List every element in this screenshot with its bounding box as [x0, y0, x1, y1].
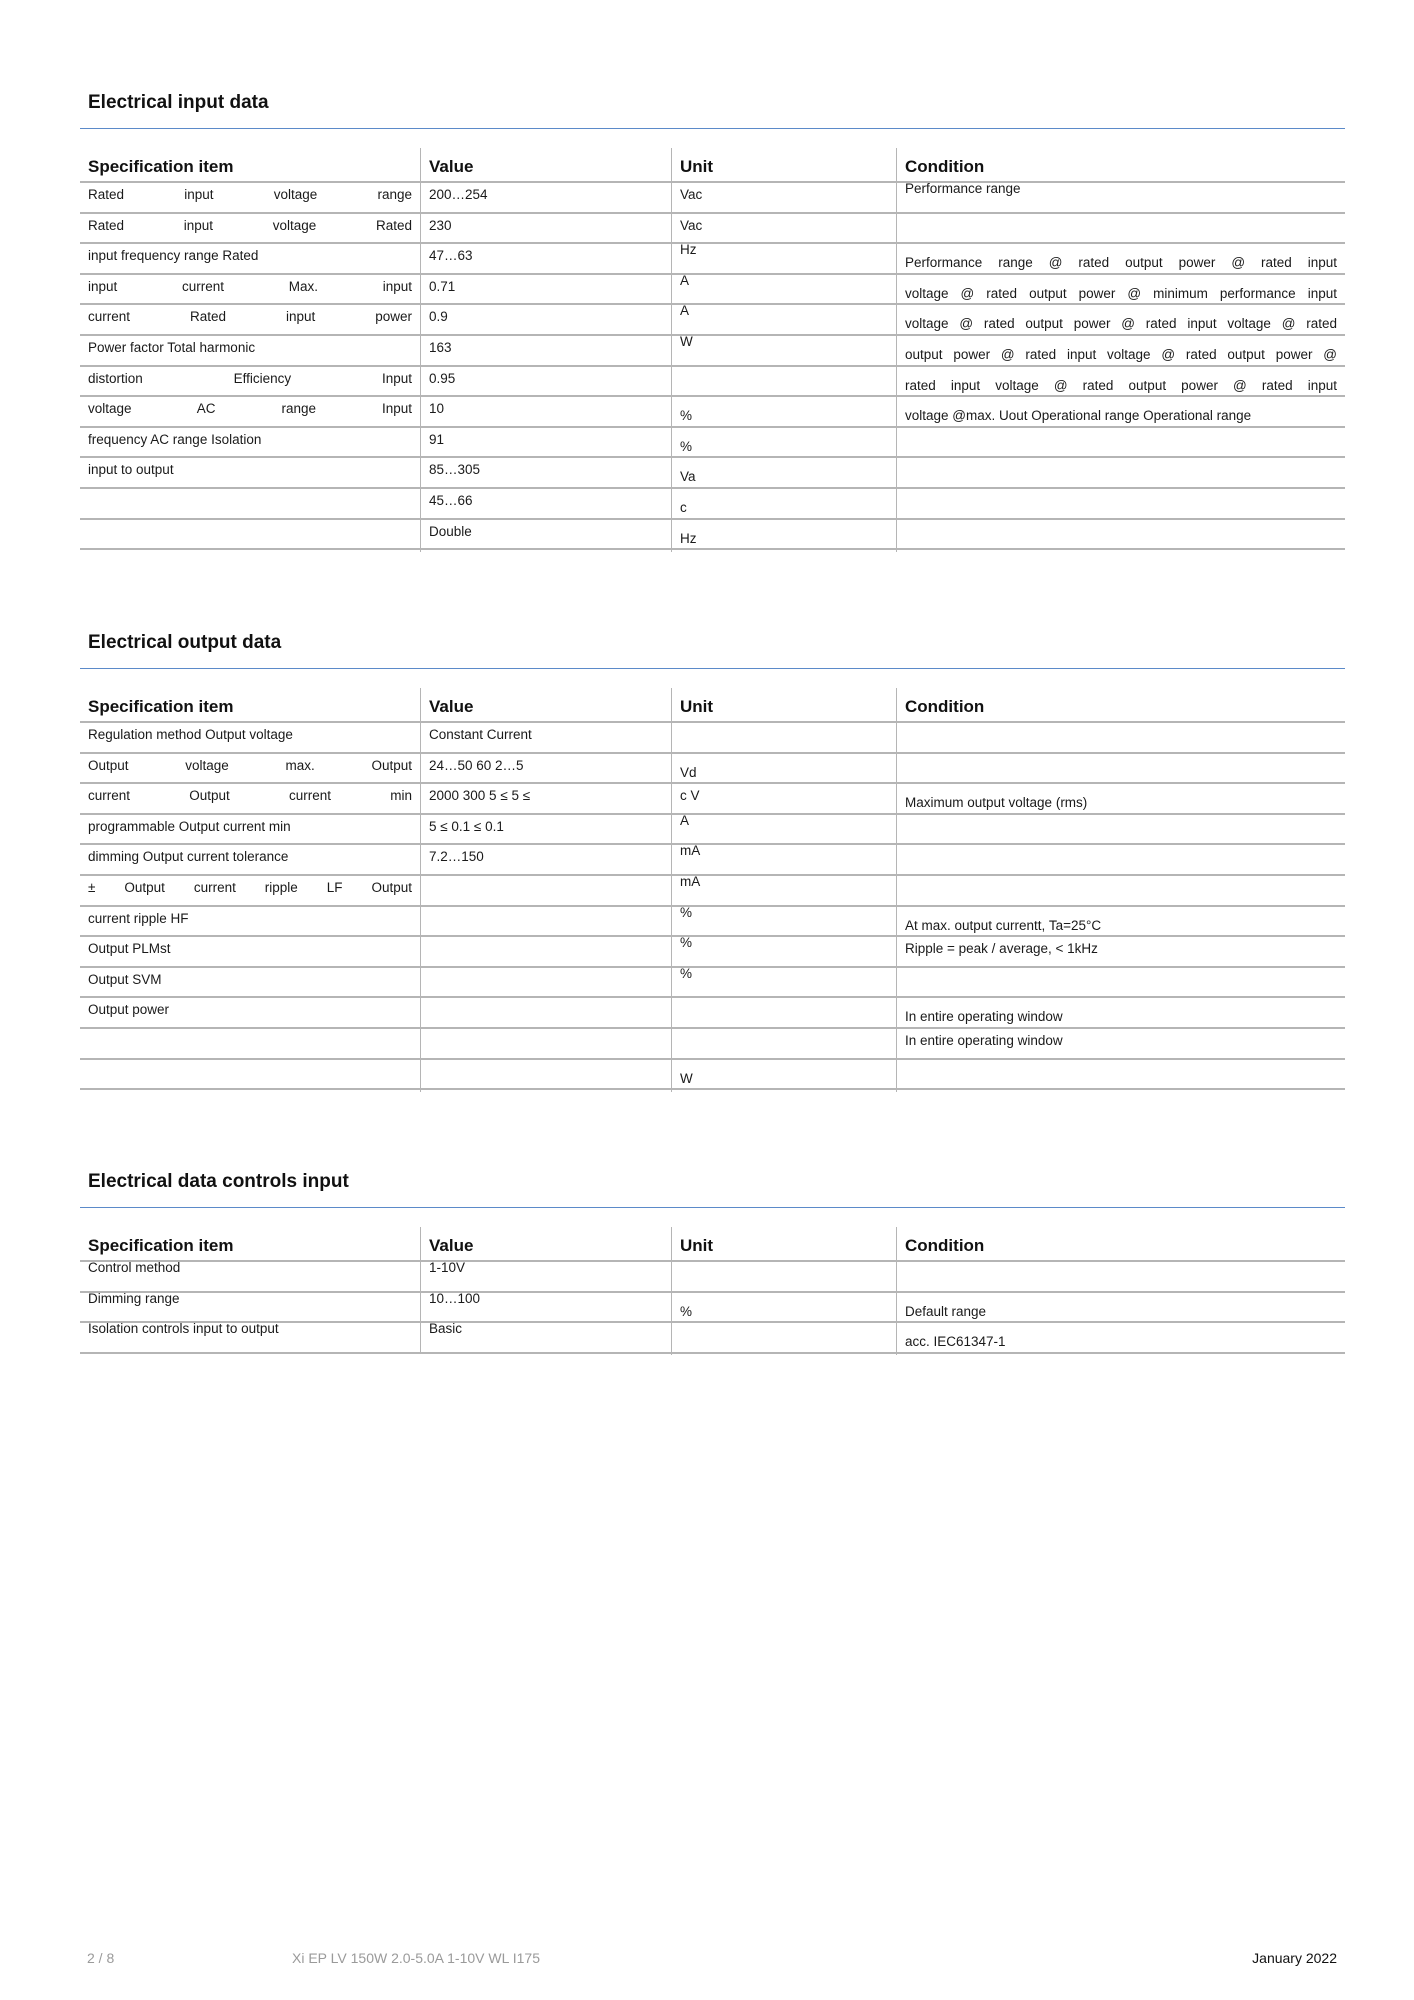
cell-unit	[671, 754, 896, 783]
cell-text: Va	[680, 469, 696, 485]
cell-unit	[671, 812, 896, 844]
cell-text: dimming Output current tolerance	[88, 849, 289, 865]
cell-text: c V	[680, 788, 700, 804]
cell-specification-item	[80, 305, 420, 334]
cell-text: Isolation controls input to output	[88, 1321, 279, 1337]
cell-unit	[671, 904, 896, 936]
cell-text: acc. IEC61347-1	[905, 1334, 1006, 1350]
cell-value	[420, 214, 671, 243]
cell-specification-item	[80, 876, 420, 905]
cell-text: 2000 300 5 ≤ 5 ≤	[429, 788, 531, 804]
table-row	[80, 873, 1345, 907]
cell-condition	[896, 723, 1345, 752]
cell-text: frequency AC range Isolation	[88, 431, 262, 447]
table-row	[80, 428, 1345, 459]
column-header-condition: Condition	[896, 688, 1345, 721]
table-row	[80, 812, 1345, 846]
table-row	[80, 998, 1345, 1029]
cell-unit	[671, 1060, 896, 1092]
cell-condition	[896, 1029, 1345, 1058]
table-header-row	[80, 148, 1345, 183]
cell-value	[420, 1259, 671, 1291]
table-row	[80, 965, 1345, 999]
cell-unit	[671, 723, 896, 752]
cell-specification-item	[80, 723, 420, 752]
cell-value	[420, 907, 671, 936]
cell-value	[420, 458, 671, 487]
column-header-specification-item: Specification item	[88, 697, 234, 716]
table-row	[80, 1262, 1345, 1293]
cell-text: In entire operating window	[905, 1009, 1063, 1025]
cell-specification-item	[80, 998, 420, 1027]
cell-unit	[671, 214, 896, 243]
table-row	[80, 520, 1345, 551]
cell-condition	[896, 305, 1345, 334]
cell-specification-item	[80, 367, 420, 396]
cell-text: Rated input voltage Rated	[88, 217, 412, 233]
table-row	[80, 1290, 1345, 1324]
cell-text: 5 ≤ 0.1 ≤ 0.1	[429, 818, 504, 834]
cell-specification-item	[80, 1060, 420, 1092]
cell-condition	[896, 214, 1345, 243]
section-divider	[80, 128, 1345, 129]
cell-condition	[896, 876, 1345, 905]
cell-text: 0.9	[429, 309, 448, 325]
cell-text: current Output current min	[88, 788, 412, 804]
table-row	[80, 937, 1345, 968]
cell-specification-item	[80, 244, 420, 273]
cell-condition	[896, 397, 1345, 426]
table-header-row	[80, 688, 1345, 723]
cell-specification-item	[80, 968, 420, 997]
table-row	[80, 305, 1345, 336]
cell-text: Output power	[88, 1002, 170, 1018]
cell-value	[420, 428, 671, 457]
cell-condition	[896, 275, 1345, 304]
cell-text: Performance range @ rated output power @ rated input	[905, 255, 1337, 271]
cell-text: Basic	[429, 1321, 463, 1337]
cell-unit	[671, 965, 896, 997]
table-row	[80, 904, 1345, 938]
cell-value	[420, 784, 671, 813]
cell-text: 24…50 60 2…5	[429, 757, 524, 773]
cell-specification-item	[80, 520, 420, 552]
cell-value	[420, 305, 671, 334]
cell-condition	[896, 845, 1345, 874]
cell-unit	[671, 302, 896, 334]
cell-value	[420, 998, 671, 1027]
cell-text: In entire operating window	[905, 1032, 1063, 1048]
cell-text: current Rated input power	[88, 309, 412, 325]
cell-condition	[896, 1293, 1345, 1322]
table-row	[80, 784, 1345, 815]
cell-text: c	[680, 499, 687, 515]
cell-text: 7.2…150	[429, 849, 484, 865]
cell-text: Regulation method Output voltage	[88, 727, 293, 742]
cell-unit	[671, 333, 896, 365]
cell-condition	[896, 458, 1345, 487]
cell-condition	[896, 968, 1345, 997]
cell-unit	[671, 1029, 896, 1058]
cell-value	[420, 937, 671, 966]
cell-value	[420, 754, 671, 783]
cell-value	[420, 845, 671, 874]
table-row	[80, 845, 1345, 876]
cell-text: At max. output currentt, Ta=25°C	[905, 917, 1102, 933]
cell-value	[420, 815, 671, 844]
cell-specification-item	[80, 336, 420, 365]
cell-unit	[671, 1323, 896, 1355]
cell-specification-item	[80, 1290, 420, 1322]
cell-specification-item	[80, 214, 420, 243]
column-header-value: Value	[420, 148, 671, 181]
cell-condition	[896, 1323, 1345, 1355]
cell-specification-item	[80, 754, 420, 783]
cell-text: Double	[429, 523, 472, 539]
table-row	[80, 1060, 1345, 1091]
cell-text: 1-10V	[429, 1260, 466, 1275]
table-row	[80, 272, 1345, 306]
cell-text: Rated input voltage range	[88, 187, 412, 202]
cell-specification-item	[80, 275, 420, 304]
cell-text: Constant Current	[429, 727, 532, 742]
cell-condition	[896, 1060, 1345, 1092]
cell-condition	[896, 367, 1345, 396]
cell-specification-item	[80, 1029, 420, 1058]
cell-text: rated input voltage @ rated output power @ rated input	[905, 377, 1337, 393]
cell-text: 163	[429, 339, 452, 355]
cell-text: %	[680, 408, 693, 424]
cell-text: A	[680, 272, 690, 288]
cell-specification-item	[80, 937, 420, 966]
cell-specification-item	[80, 397, 420, 426]
cell-text: Maximum output voltage (rms)	[905, 795, 1088, 811]
cell-text: %	[680, 904, 693, 920]
cell-text: %	[680, 438, 693, 454]
cell-condition	[896, 907, 1345, 936]
cell-unit	[671, 367, 896, 396]
cell-value	[420, 183, 671, 212]
cell-unit	[671, 458, 896, 487]
cell-condition	[896, 754, 1345, 783]
cell-value	[420, 968, 671, 997]
column-header-condition: Condition	[896, 148, 1345, 181]
cell-unit	[671, 397, 896, 426]
cell-condition	[896, 180, 1345, 212]
footer-product-name: Xi EP LV 150W 2.0-5.0A 1-10V WL I175	[292, 1950, 540, 1966]
spec-table	[80, 688, 1345, 1090]
cell-text: Power factor Total harmonic	[88, 339, 256, 355]
cell-unit	[671, 183, 896, 212]
cell-value	[420, 1029, 671, 1058]
cell-condition	[896, 784, 1345, 813]
column-header-specification-item: Specification item	[88, 1236, 234, 1255]
table-row	[80, 458, 1345, 489]
cell-text: 47…63	[429, 248, 473, 264]
cell-condition	[896, 998, 1345, 1027]
cell-text: %	[680, 1303, 693, 1319]
cell-text: Output PLMst	[88, 941, 171, 957]
table-row	[80, 489, 1345, 520]
cell-text: 91	[429, 431, 445, 447]
cell-text: 200…254	[429, 187, 488, 202]
cell-text: Output voltage max. Output	[88, 757, 412, 773]
cell-text: Vac	[680, 217, 703, 233]
cell-text: input current Max. input	[88, 278, 412, 294]
table-row	[80, 397, 1345, 428]
cell-specification-item	[80, 1259, 420, 1291]
cell-condition	[896, 815, 1345, 844]
cell-value	[420, 1060, 671, 1092]
cell-text: input frequency range Rated	[88, 248, 259, 264]
spec-table	[80, 148, 1345, 550]
cell-specification-item	[80, 458, 420, 487]
section-divider	[80, 668, 1345, 669]
column-header-unit: Unit	[671, 148, 896, 181]
cell-text: mA	[680, 873, 701, 889]
table-row	[80, 1029, 1345, 1060]
cell-value	[420, 336, 671, 365]
cell-condition	[896, 937, 1345, 966]
table-row	[80, 754, 1345, 785]
cell-text: distortion Efficiency Input	[88, 370, 412, 386]
cell-unit	[671, 489, 896, 518]
spec-table	[80, 1227, 1345, 1354]
cell-condition	[896, 336, 1345, 365]
cell-text: voltage @ rated output power @ rated input voltage @ rated	[905, 316, 1337, 332]
cell-unit	[671, 1262, 896, 1291]
cell-value	[420, 275, 671, 304]
table-row	[80, 244, 1345, 275]
cell-value	[420, 1320, 671, 1352]
cell-unit	[671, 873, 896, 905]
table-row	[80, 333, 1345, 367]
cell-text: programmable Output current min	[88, 818, 291, 834]
cell-text: 85…305	[429, 462, 481, 478]
cell-unit	[671, 428, 896, 457]
cell-text: current ripple HF	[88, 910, 189, 926]
cell-unit	[671, 784, 896, 813]
cell-unit	[671, 241, 896, 273]
cell-condition	[896, 489, 1345, 518]
cell-text: Vd	[680, 764, 697, 780]
cell-specification-item	[80, 428, 420, 457]
cell-text: A	[680, 812, 690, 828]
cell-text: 10…100	[429, 1290, 481, 1306]
cell-unit	[671, 934, 896, 966]
cell-text: ± Output current ripple LF Output	[88, 879, 412, 895]
table-row	[80, 214, 1345, 245]
cell-text: A	[680, 303, 690, 319]
cell-unit	[671, 998, 896, 1027]
cell-specification-item	[80, 815, 420, 844]
cell-specification-item	[80, 784, 420, 813]
cell-text: Ripple = peak / average, < 1kHz	[905, 941, 1098, 957]
cell-text: %	[680, 935, 693, 951]
cell-text: voltage @max. Uout Operational range Operational range	[905, 408, 1252, 424]
cell-value	[420, 397, 671, 426]
cell-text: 0.71	[429, 278, 456, 294]
footer-page-number: 2 / 8	[87, 1950, 115, 1966]
cell-unit	[671, 1293, 896, 1322]
cell-text: %	[680, 965, 693, 981]
cell-value	[420, 520, 671, 552]
cell-specification-item	[80, 1320, 420, 1352]
column-header-unit: Unit	[671, 688, 896, 721]
cell-text: mA	[680, 843, 701, 859]
section-title: Electrical output data	[88, 632, 282, 653]
cell-text: Performance range	[905, 181, 1021, 196]
section-title: Electrical input data	[88, 92, 269, 113]
cell-value	[420, 489, 671, 518]
column-header-unit: Unit	[671, 1227, 896, 1260]
cell-value	[420, 1290, 671, 1322]
cell-text: 0.95	[429, 370, 456, 386]
table-row	[80, 367, 1345, 398]
cell-unit	[671, 272, 896, 304]
column-header-specification-item: Specification item	[88, 157, 234, 176]
cell-unit	[671, 520, 896, 552]
cell-text: input to output	[88, 462, 174, 478]
cell-specification-item	[80, 907, 420, 936]
cell-text: Output SVM	[88, 971, 162, 987]
cell-text: voltage AC range Input	[88, 401, 412, 417]
table-row	[80, 723, 1345, 754]
column-header-value: Value	[420, 1227, 671, 1260]
cell-text: voltage @ rated output power @ minimum performance input	[905, 285, 1337, 301]
cell-specification-item	[80, 845, 420, 874]
cell-condition	[896, 520, 1345, 552]
cell-text: W	[680, 1070, 693, 1086]
cell-text: 10	[429, 401, 445, 417]
cell-specification-item	[80, 489, 420, 518]
cell-specification-item	[80, 183, 420, 212]
cell-value	[420, 723, 671, 752]
cell-condition	[896, 244, 1345, 273]
column-header-condition: Condition	[896, 1227, 1345, 1260]
cell-condition	[896, 428, 1345, 457]
table-row	[80, 1323, 1345, 1354]
table-row	[80, 183, 1345, 214]
cell-text: Dimming range	[88, 1290, 180, 1306]
cell-text: 230	[429, 217, 452, 233]
cell-text: Vac	[680, 187, 703, 202]
cell-text: Hz	[680, 242, 697, 258]
footer-date: January 2022	[1252, 1950, 1337, 1966]
cell-text: 45…66	[429, 492, 473, 508]
cell-value	[420, 876, 671, 905]
column-header-value: Value	[420, 688, 671, 721]
cell-value	[420, 367, 671, 396]
section-divider	[80, 1207, 1345, 1208]
cell-text: Default range	[905, 1303, 987, 1319]
cell-unit	[671, 842, 896, 874]
table-header-row	[80, 1227, 1345, 1262]
cell-text: output power @ rated input voltage @ rated output power @	[905, 346, 1337, 362]
cell-text: Control method	[88, 1260, 181, 1275]
cell-text: Hz	[680, 530, 697, 546]
cell-condition	[896, 1262, 1345, 1291]
cell-text: W	[680, 333, 693, 349]
cell-value	[420, 244, 671, 273]
section-title: Electrical data controls input	[88, 1171, 349, 1192]
